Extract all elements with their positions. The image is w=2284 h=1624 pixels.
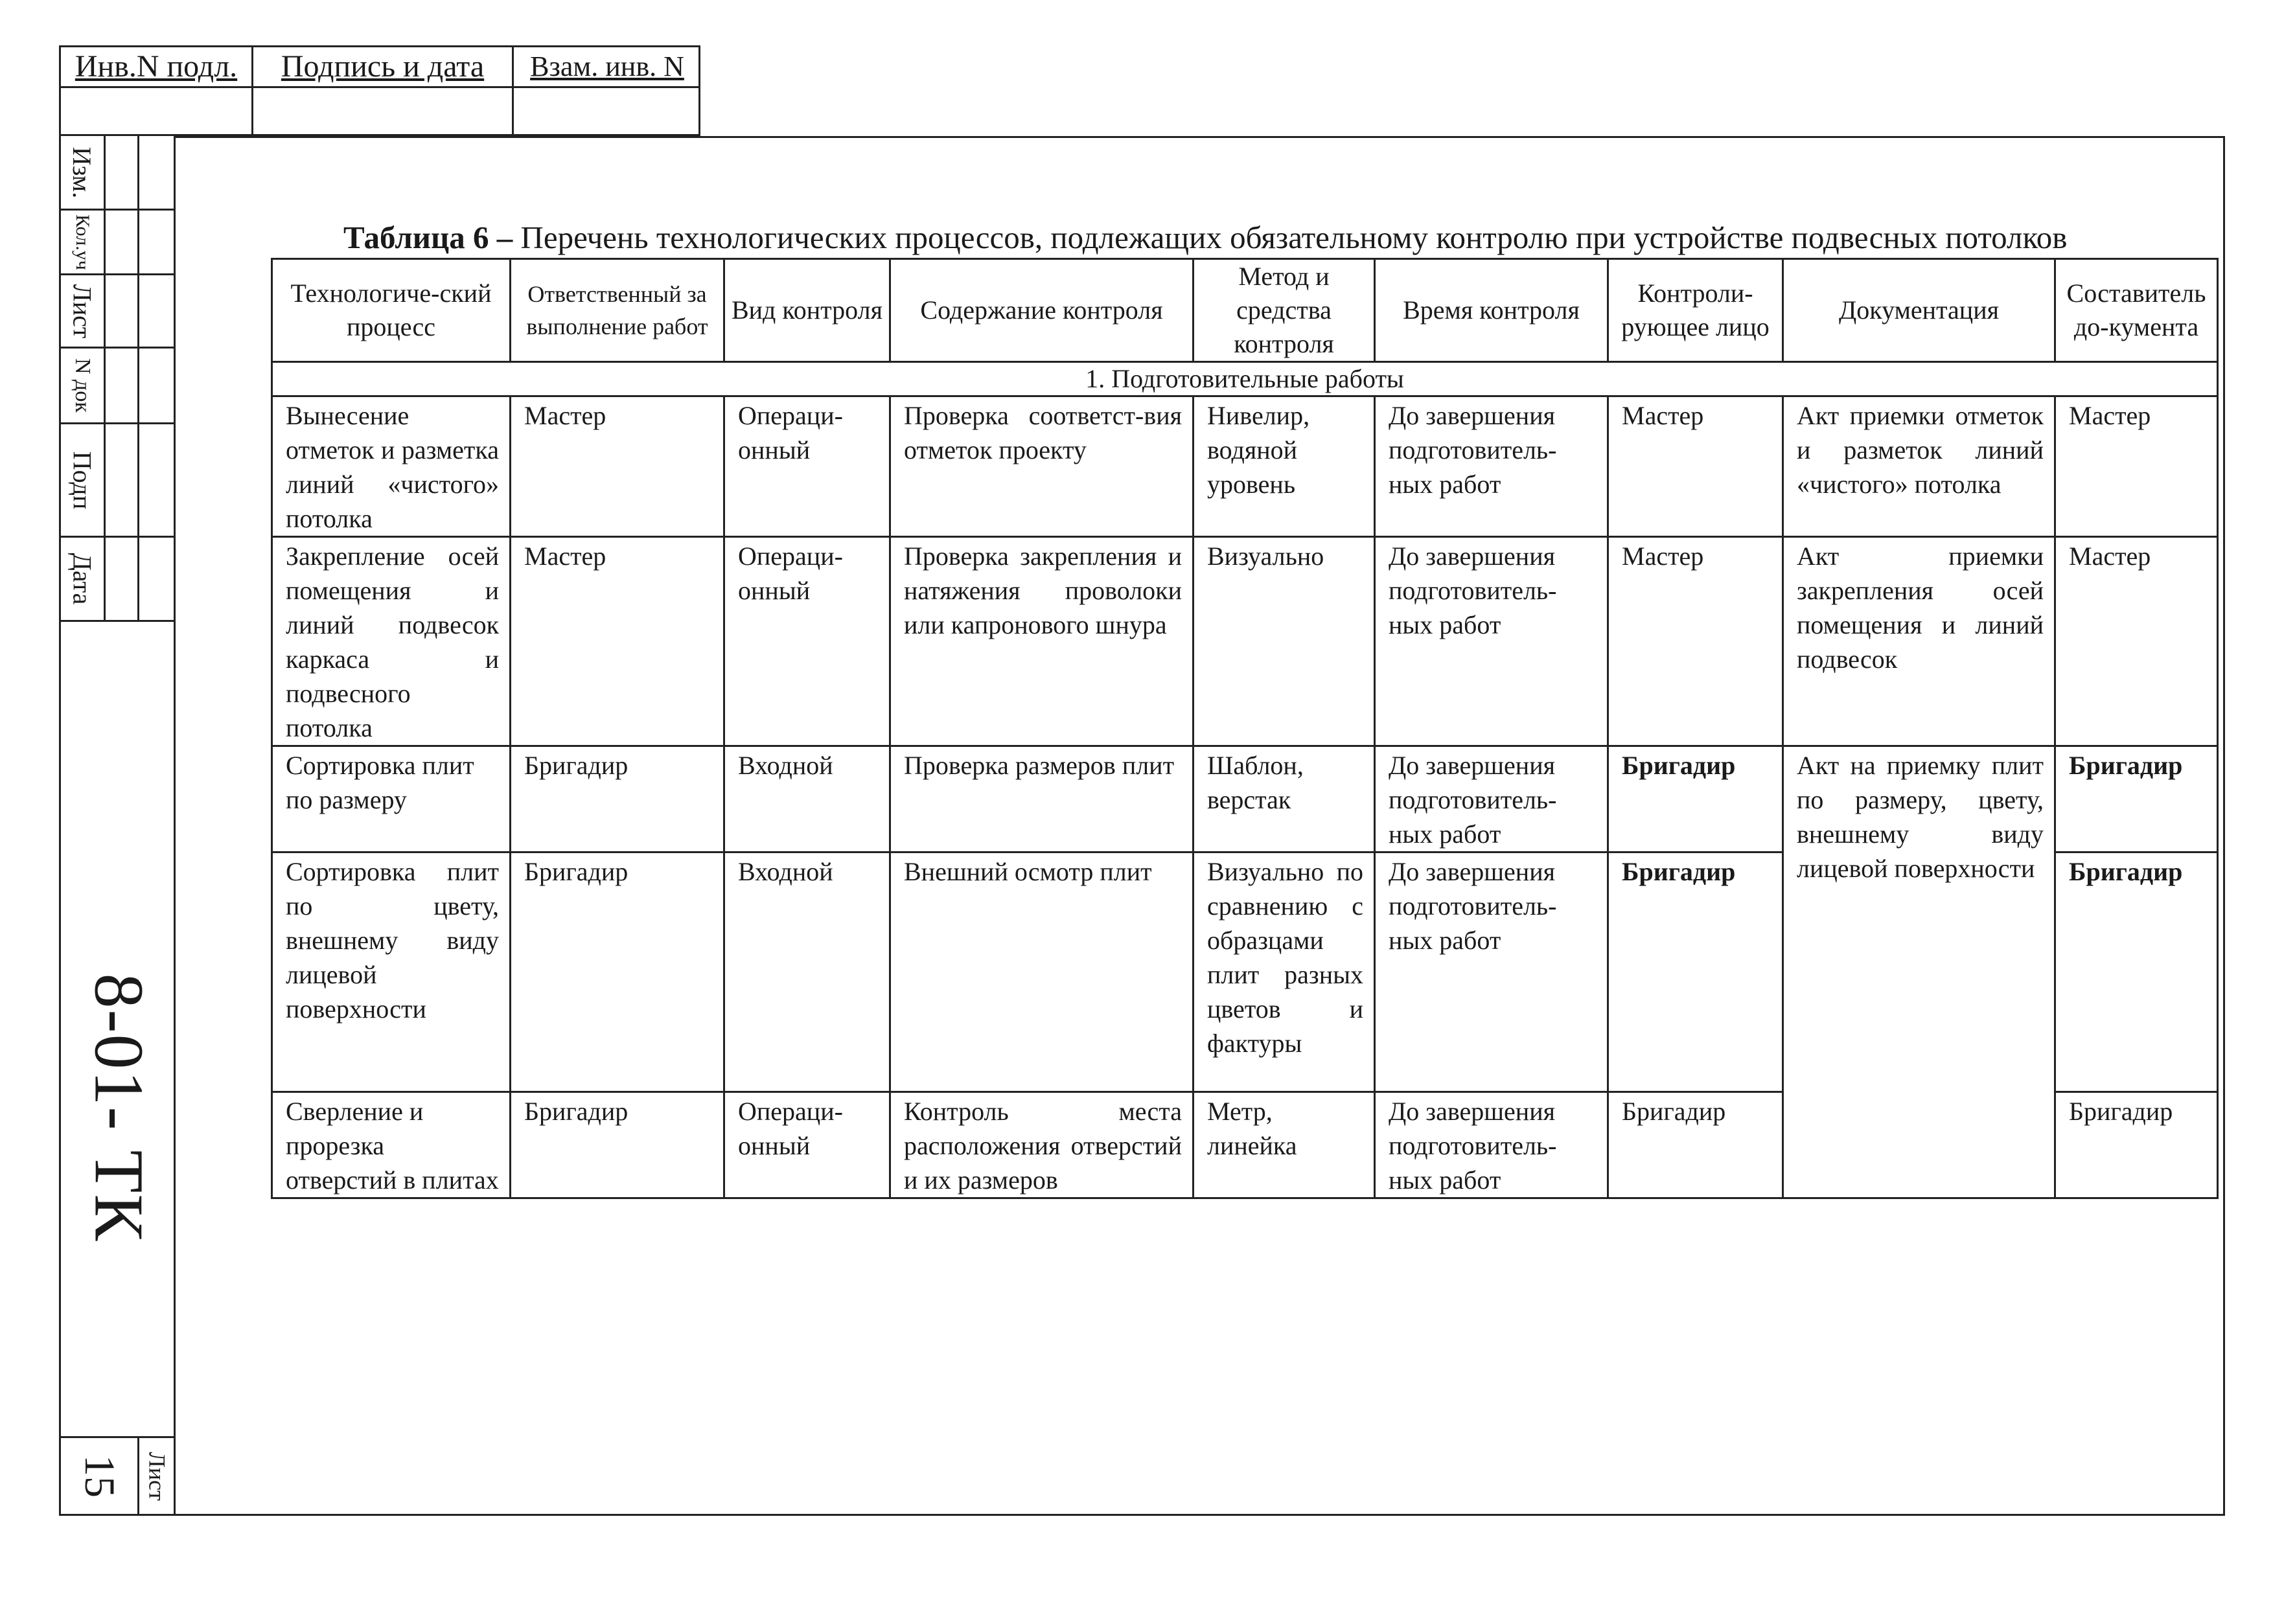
stamp-label-inventory: Инв.N подл. — [61, 47, 251, 88]
stamp-cell-replaced — [514, 47, 700, 138]
stamp-cell-inventory — [61, 47, 253, 138]
cell-responsible: Мастер — [511, 396, 724, 537]
cell-time: До завершения подготовитель-ных работ — [1375, 852, 1608, 1092]
header-row — [272, 259, 2218, 362]
cell-author: Мастер — [2055, 537, 2218, 746]
cell-controller: Мастер — [1608, 537, 1783, 746]
cell-control-type: Операци-онный — [724, 396, 890, 537]
stamp-label-signature: Подпись и дата — [253, 47, 512, 88]
stamp-row-sheet: Лист — [67, 284, 97, 338]
top-stamp — [59, 45, 700, 136]
cell-content: Проверка размеров плит — [890, 746, 1194, 852]
sheet-number: 15 — [76, 1454, 123, 1498]
cell-method: Визуально по сравнению с образцами плит разных цветов и фактуры — [1194, 852, 1375, 1092]
col-header-process: Технологиче-ский процесс — [272, 259, 511, 362]
table-row — [272, 396, 2218, 537]
cell-control-type: Входной — [724, 852, 890, 1092]
cell-author: Бригадир — [2055, 852, 2218, 1092]
col-header-documentation: Документация — [1783, 259, 2055, 362]
cell-time: До завершения подготовитель-ных работ — [1375, 1092, 1608, 1198]
cell-responsible: Мастер — [511, 537, 724, 746]
cell-content: Контроль места расположения отверстий и их размеров — [890, 1092, 1194, 1198]
cell-documentation: Акт приемки закрепления осей помещения и линий подвесок — [1783, 537, 2055, 746]
table-row — [272, 537, 2218, 746]
cell-documentation: Акт на приемку плит по размеру, цвету, внешнему виду лицевой поверхности — [1783, 746, 2055, 1198]
cell-controller: Бригадир — [1608, 852, 1783, 1092]
stamp-divider — [61, 620, 139, 622]
cell-time: До завершения подготовитель-ных работ — [1375, 396, 1608, 537]
cell-process: Сортировка плит по цвету, внешнему виду лицевой поверхности — [272, 852, 511, 1092]
cell-process: Сверление и прорезка отверстий в плитах — [272, 1092, 511, 1198]
cell-content: Проверка закрепления и натяжения проволоки или капронового шнура — [890, 537, 1194, 746]
cell-method: Шаблон, верстак — [1194, 746, 1375, 852]
stamp-row-quantity: Кол.уч — [72, 214, 93, 270]
col-header-responsible: Ответственный за выполнение работ — [511, 259, 724, 362]
cell-control-type: Входной — [724, 746, 890, 852]
table-caption-number: Таблица 6 – — [343, 220, 513, 255]
cell-author: Бригадир — [2055, 746, 2218, 852]
cell-method: Метр, линейка — [1194, 1092, 1375, 1198]
stamp-row-date: Дата — [67, 553, 97, 605]
cell-responsible: Бригадир — [511, 1092, 724, 1198]
table-row — [272, 746, 2218, 852]
cell-responsible: Бригадир — [511, 746, 724, 852]
cell-controller: Бригадир — [1608, 746, 1783, 852]
sheet-box — [61, 1436, 176, 1514]
cell-documentation: Акт приемки отметок и разметок линий «чистого» потолка — [1783, 396, 2055, 537]
cell-author: Мастер — [2055, 396, 2218, 537]
cell-process: Закрепление осей помещения и линий подвесок каркаса и подвесного потолка — [272, 537, 511, 746]
table-caption-text: Перечень технологических процессов, подлежащих обязательному контролю при устройстве подвесных потолков — [513, 220, 2068, 255]
cell-content: Проверка соответст-вия отметок проекту — [890, 396, 1194, 537]
stamp-row-doc-number: N док — [71, 358, 95, 413]
document-code: 8-01- ТК — [80, 973, 157, 1242]
table-caption — [343, 218, 2209, 258]
col-header-content: Содержание контроля — [890, 259, 1194, 362]
col-header-method: Метод и средства контроля — [1194, 259, 1375, 362]
col-header-time: Время контроля — [1375, 259, 1608, 362]
col-header-controller: Контроли-рующее лицо — [1608, 259, 1783, 362]
control-table — [271, 258, 2219, 1199]
col-header-author: Составитель до-кумента — [2055, 259, 2218, 362]
left-stamp — [59, 136, 174, 1516]
stamp-row-change: Изм. — [67, 146, 97, 198]
cell-method: Визуально — [1194, 537, 1375, 746]
cell-controller: Бригадир — [1608, 1092, 1783, 1198]
section-title: 1. Подготовительные работы — [272, 362, 2218, 396]
cell-process: Сортировка плит по размеру — [272, 746, 511, 852]
cell-responsible: Бригадир — [511, 852, 724, 1092]
stamp-label-replaced: Взам. инв. N — [514, 47, 700, 88]
stamp-row-signature: Подп — [67, 451, 97, 509]
cell-author: Бригадир — [2055, 1092, 2218, 1198]
cell-method: Нивелир, водяной уровень — [1194, 396, 1375, 537]
sheet-label: Лист — [144, 1451, 170, 1501]
col-header-control-type: Вид контроля — [724, 259, 890, 362]
section-row — [272, 362, 2218, 396]
stamp-cell-signature — [253, 47, 514, 138]
cell-time: До завершения подготовитель-ных работ — [1375, 537, 1608, 746]
cell-control-type: Операци-онный — [724, 1092, 890, 1198]
cell-control-type: Операци-онный — [724, 537, 890, 746]
cell-process: Вынесение отметок и разметка линий «чистого» потолка — [272, 396, 511, 537]
cell-time: До завершения подготовитель-ных работ — [1375, 746, 1608, 852]
cell-controller: Мастер — [1608, 396, 1783, 537]
cell-content: Внешний осмотр плит — [890, 852, 1194, 1092]
